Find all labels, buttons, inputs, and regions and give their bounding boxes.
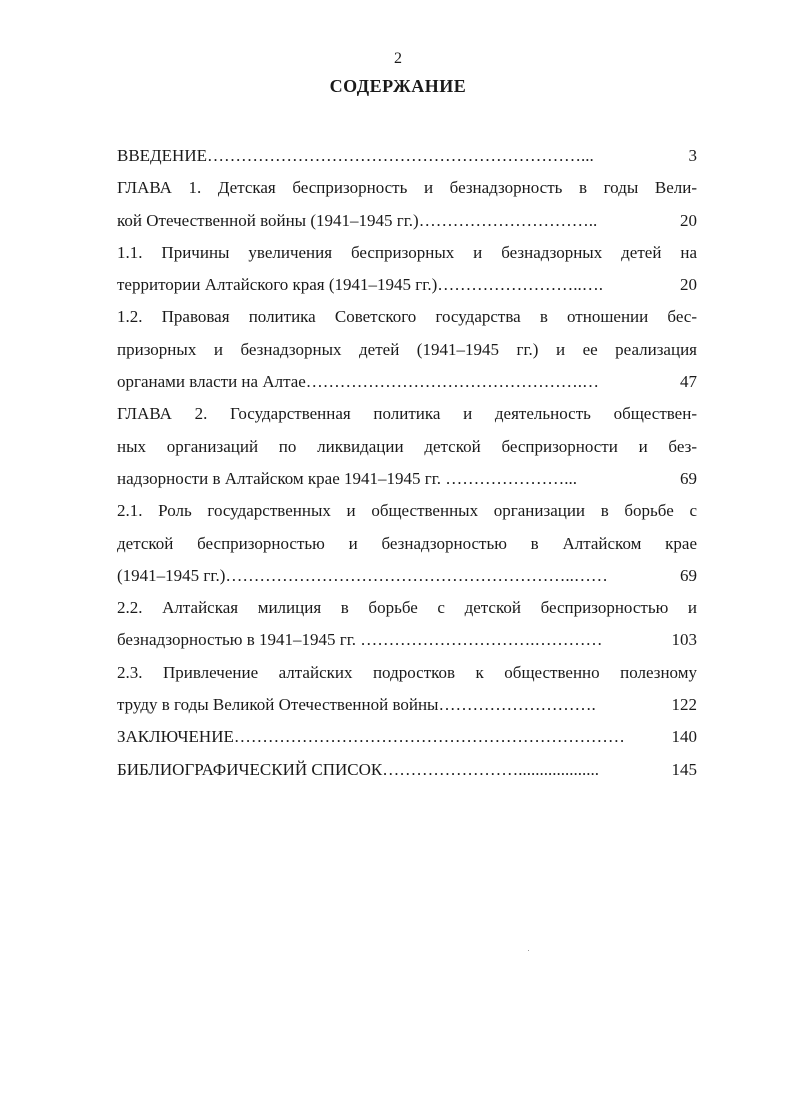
page-number: 2 (394, 50, 402, 67)
toc-page-number: 3 (688, 146, 697, 165)
toc-entry-section-1-1[interactable] (117, 237, 697, 302)
toc-entry-title: 2.2. Алтайская милиция в борьбе с детской беспризорностью и (117, 598, 697, 618)
toc-line (117, 301, 697, 333)
toc-entry-title: ГЛАВА 1. Детская беспризорность и безнадзорность в годы Вели- (117, 178, 697, 198)
toc-entry-title: органами власти на Алтае………………………………………….… (117, 372, 600, 392)
toc-entry-title: 1.2. Правовая политика Советского государства в отношении бес- (117, 307, 697, 327)
toc-line (117, 560, 697, 592)
toc-line (117, 334, 697, 366)
toc-entry-title: (1941–1945 гг.)……………………………………………………..…… (117, 565, 608, 585)
toc-entry-introduction[interactable] (117, 140, 697, 172)
toc-line (117, 721, 697, 753)
toc-line (117, 463, 697, 495)
toc-entry-section-2-1[interactable] (117, 495, 697, 592)
toc-line (117, 205, 697, 237)
toc-entry-title: БИБЛИОГРАФИЧЕСКИЙ СПИСОК……………………................... (117, 759, 599, 779)
scan-speck (528, 950, 529, 951)
toc-line (117, 140, 697, 172)
toc-entry-title: 1.1. Причины увеличения беспризорных и безнадзорных детей на (117, 242, 697, 262)
toc-page-number: 103 (671, 630, 697, 650)
toc-line (117, 172, 697, 204)
toc-page-number: 69 (680, 565, 697, 585)
toc-page-number: 145 (671, 759, 697, 779)
toc-line (117, 366, 697, 398)
toc-entry-title: кой Отечественной войны (1941–1945 гг.)………………………….. (117, 210, 598, 230)
toc-page-number: 20 (680, 210, 697, 230)
toc-entry-section-1-2[interactable] (117, 301, 697, 398)
toc-line (117, 657, 697, 689)
toc-page-number: 69 (680, 468, 697, 488)
toc-line (117, 624, 697, 656)
toc-entry-title: ЗАКЛЮЧЕНИЕ…………………………………………………………… (117, 727, 625, 747)
toc-entry-chapter-2[interactable] (117, 398, 697, 495)
toc-line (117, 398, 697, 430)
toc-entry-conclusion[interactable] (117, 721, 697, 753)
toc-entry-title: безнадзорностью в 1941–1945 гг. ………………………….………… (117, 630, 603, 650)
toc-page-number: 20 (680, 275, 697, 295)
toc-page-number: 140 (671, 727, 697, 747)
toc-line (117, 269, 697, 301)
toc-page-number: 122 (671, 695, 697, 715)
toc-entry-title: 2.3. Привлечение алтайских подростков к общественно полезному (117, 662, 697, 682)
toc-entry-title: призорных и безнадзорных детей (1941–1945 гг.) и ее реализация (117, 339, 697, 359)
toc-line (117, 431, 697, 463)
toc-entry-title: 2.1. Роль государственных и общественных организации в борьбе с (117, 501, 697, 521)
toc-entry-title: труду в годы Великой Отечественной войны………………………. (117, 695, 596, 715)
toc-page-number: 47 (680, 372, 697, 392)
toc-entry-title: территории Алтайского края (1941–1945 гг.)……………………..…. (117, 275, 603, 295)
toc-entry-section-2-3[interactable] (117, 657, 697, 722)
toc-entry-bibliography[interactable] (117, 754, 697, 786)
toc-entry-chapter-1[interactable] (117, 172, 697, 237)
table-of-contents (117, 140, 697, 786)
toc-entry-title: детской беспризорностью и безнадзорностью в Алтайском крае (117, 533, 697, 553)
toc-entry-section-2-2[interactable] (117, 592, 697, 657)
toc-line (117, 689, 697, 721)
toc-line (117, 592, 697, 624)
toc-entry-title: ГЛАВА 2. Государственная политика и деятельность обществен- (117, 404, 697, 424)
toc-line (117, 528, 697, 560)
toc-line (117, 237, 697, 269)
toc-line (117, 495, 697, 527)
toc-entry-title: ных организаций по ликвидации детской беспризорности и без- (117, 436, 697, 456)
toc-entry-title: надзорности в Алтайском крае 1941–1945 гг. …………………... (117, 468, 578, 488)
toc-entry-title: ВВЕДЕНИЕ…………………………………………………………... (117, 146, 594, 165)
toc-line (117, 754, 697, 786)
page-title: СОДЕРЖАНИЕ (329, 76, 467, 96)
